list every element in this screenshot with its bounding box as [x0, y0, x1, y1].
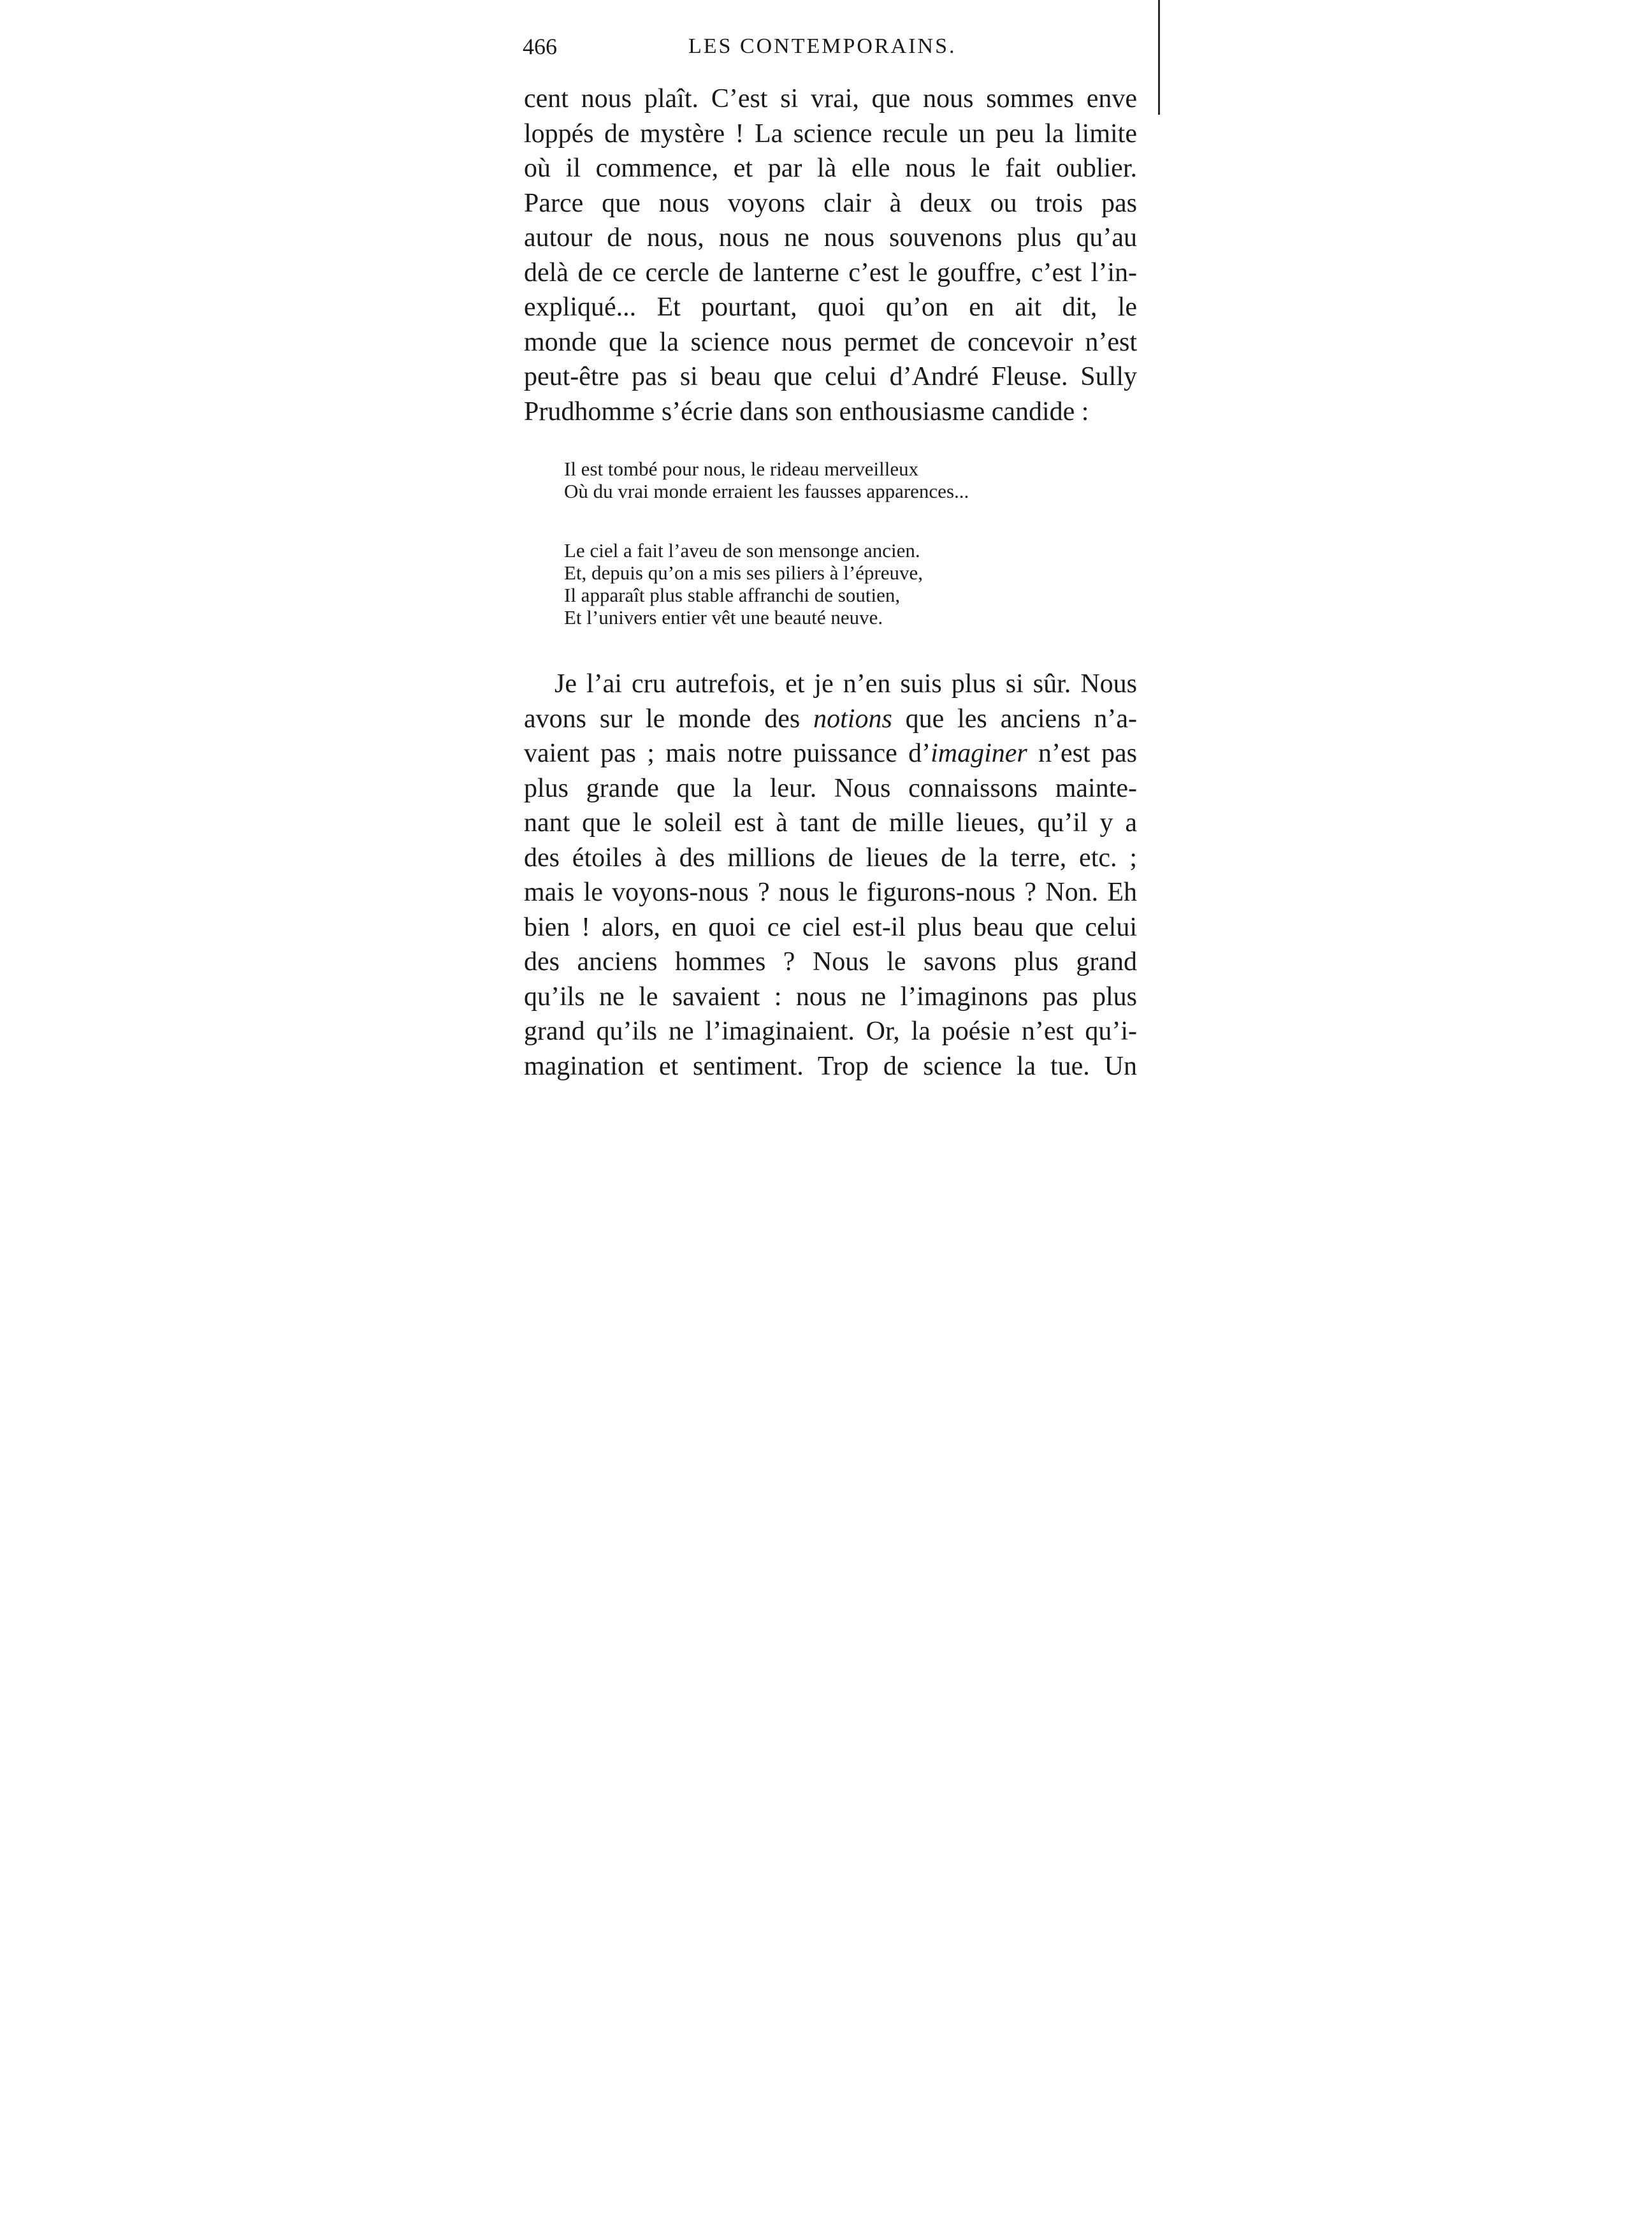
- verse-line: Il apparaît plus stable affranchi de soutien,: [564, 584, 901, 606]
- text-line: [524, 702, 1137, 737]
- text-run: n’est pas: [1027, 739, 1137, 768]
- text-run: vaient pas ; mais notre puissance d’: [524, 739, 931, 768]
- text-line: cent nous plaît. C’est si vrai, que nous sommes enve: [524, 84, 1137, 113]
- text-line: monde que la science nous permet de concevoir n’est: [524, 327, 1137, 357]
- text-line: Parce que nous voyons clair à deux ou trois pas: [524, 188, 1137, 218]
- italic-word: notions: [813, 704, 892, 734]
- verse-line: Le ciel a fait l’aveu de son mensonge ancien.: [564, 539, 920, 562]
- text-line: delà de ce cercle de lanterne c’est le gouffre, c’est l’in-: [524, 258, 1137, 287]
- verse-line: Et l’univers entier vêt une beauté neuve.: [564, 606, 883, 628]
- page-number: 466: [523, 34, 557, 59]
- verse-line: Et, depuis qu’on a mis ses piliers à l’épreuve,: [564, 562, 924, 584]
- text-run: que les anciens n’a-: [892, 704, 1137, 734]
- verse-line: Il est tombé pour nous, le rideau merveilleux: [564, 458, 919, 480]
- text-line: des étoiles à des millions de lieues de la terre, etc. ;: [524, 843, 1137, 873]
- paragraph-1: [524, 82, 1137, 429]
- italic-word: imaginer: [931, 739, 1027, 768]
- text-line: où il commence, et par là elle nous le fait oublier.: [524, 154, 1137, 183]
- text-line: autour de nous, nous ne nous souvenons plus qu’au: [524, 223, 1137, 252]
- text-line: plus grande que la leur. Nous connaissons mainte-: [524, 773, 1137, 803]
- text-line: expliqué... Et pourtant, quoi qu’on en ait dit, le: [524, 293, 1137, 322]
- text-line: des anciens hommes ? Nous le savons plus grand: [524, 947, 1137, 976]
- verse-stanza-2: [564, 539, 1112, 628]
- text-line: Prudhomme s’écrie dans son enthousiasme candide :: [524, 396, 1089, 426]
- verse-line: Où du vrai monde erraient les fausses apparences...: [564, 480, 969, 502]
- text-run: avons sur le monde des: [524, 704, 814, 734]
- text-line: nant que le soleil est à tant de mille lieues, qu’il y a: [524, 808, 1137, 838]
- page-edge-rule: [1158, 0, 1160, 115]
- verse-stanza-1: [564, 458, 1112, 502]
- text-line: mais le voyons-nous ? nous le figurons-nous ? Non. Eh: [524, 878, 1137, 907]
- text-line: Je l’ai cru autrefois, et je n’en suis plus si sûr. Nous: [554, 669, 1137, 699]
- text-line: magination et sentiment. Trop de science la tue. Un: [524, 1051, 1137, 1081]
- text-line: peut-être pas si beau que celui d’André Fleuse. Sully: [524, 362, 1137, 391]
- paragraph-2: [524, 667, 1137, 1084]
- text-line: loppés de mystère ! La science recule un peu la limite: [524, 119, 1137, 149]
- text-line: bien ! alors, en quoi ce ciel est-il plus beau que celui: [524, 912, 1137, 942]
- running-title: LES CONTEMPORAINS.: [688, 34, 957, 58]
- text-line: grand qu’ils ne l’imaginaient. Or, la poésie n’est qu’i-: [524, 1017, 1137, 1046]
- text-line: [524, 736, 1137, 771]
- running-header: [523, 33, 969, 71]
- text-line: qu’ils ne le savaient : nous ne l’imaginons pas plus: [524, 982, 1137, 1012]
